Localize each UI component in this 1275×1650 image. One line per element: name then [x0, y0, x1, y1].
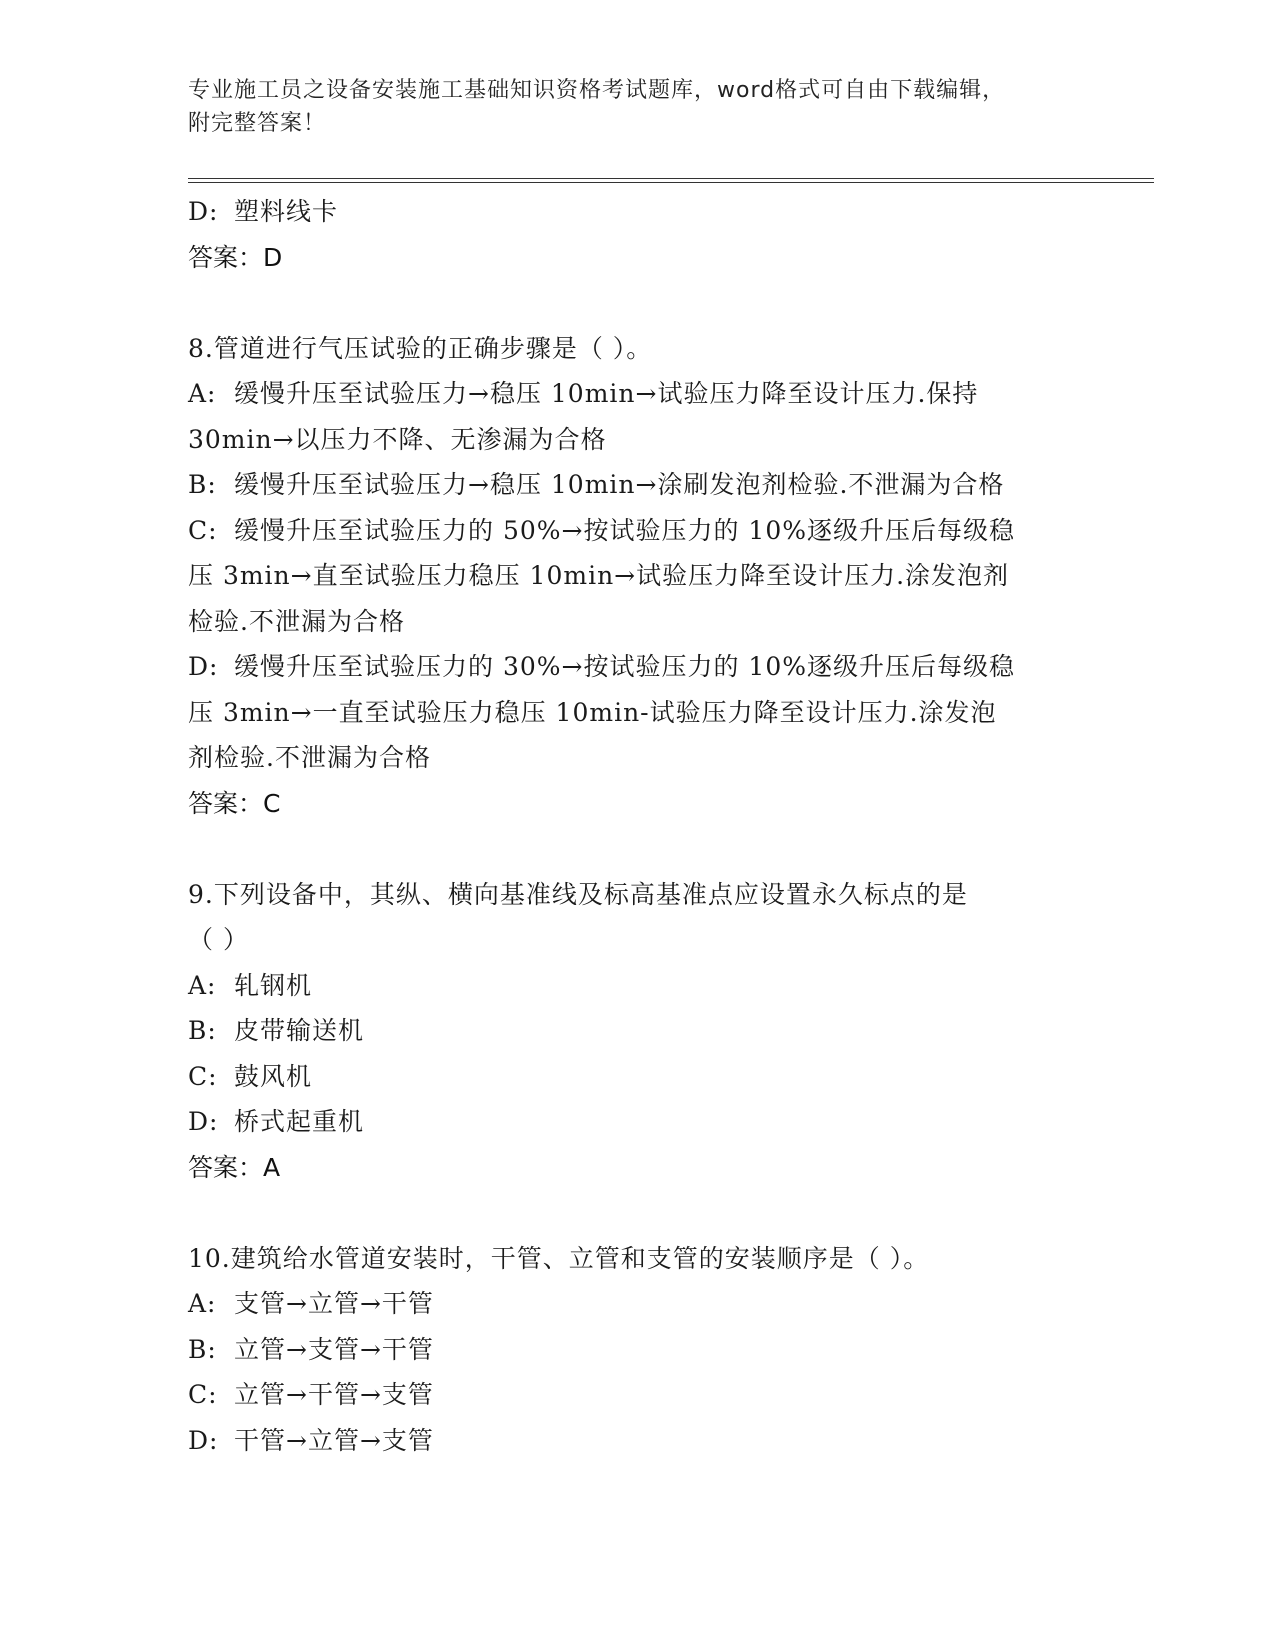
q8-answer: 答案：C [188, 788, 281, 818]
question-list [188, 189, 1088, 1463]
option-label: C: [188, 515, 218, 545]
header-title-line-1: 专业施工员之设备安装施工基础知识资格考试题库，word格式可自由下载编辑， [188, 78, 1006, 103]
option-label: B: [188, 1334, 217, 1364]
option-text: 缓慢升压至试验压力→稳压 10min→试验压力降至设计压力.保持 [234, 379, 979, 408]
q9-option-d [188, 1099, 1088, 1145]
option-text: 塑料线卡 [234, 197, 339, 226]
page-header [188, 74, 1068, 140]
option-label: B: [188, 470, 217, 499]
option-text: 皮带输送机 [234, 1016, 365, 1045]
option-label: D: [188, 652, 219, 681]
option-label: C: [188, 1380, 218, 1409]
q8-option-a-continued: 30min→以压力不降、无渗漏为合格 [188, 424, 607, 454]
q10-option-a [188, 1281, 1088, 1327]
q8-option-b [188, 462, 1088, 508]
option-text: 立管→支管→干管 [234, 1334, 434, 1364]
option-text: 缓慢升压至试验压力→稳压 10min→涂刷发泡剂检验.不泄漏为合格 [234, 470, 1005, 499]
option-label: A: [188, 379, 217, 408]
option-text: 桥式起重机 [234, 1107, 365, 1136]
q9-stem: 9.下列设备中，其纵、横向基准线及标高基准点应设置永久标点的是 [188, 879, 968, 909]
q9-answer: 答案：A [188, 1152, 281, 1182]
q9-stem-continued: （ ） [188, 925, 249, 954]
option-label: D: [188, 197, 219, 226]
option-label: D: [188, 1107, 219, 1136]
q8-option-a [188, 371, 1088, 417]
spacer [188, 280, 1088, 326]
prev-answer: 答案：D [188, 242, 283, 272]
q8-option-c-continued: 检验.不泄漏为合格 [188, 606, 405, 636]
option-text: 鼓风机 [234, 1061, 313, 1091]
header-divider [188, 178, 1154, 183]
q9-option-a [188, 963, 1088, 1009]
option-label: D: [188, 1425, 219, 1455]
q8-option-d-continued: 压 3min→一直至试验压力稳压 10min-试验压力降至设计压力.涂发泡 [188, 697, 997, 727]
q8-option-d-continued: 剂检验.不泄漏为合格 [188, 743, 431, 772]
option-text: 轧钢机 [234, 970, 313, 1000]
option-text: 支管→立管→干管 [234, 1289, 434, 1318]
q8-stem: 8.管道进行气压试验的正确步骤是（ ）。 [188, 333, 653, 363]
q8-option-c-continued: 压 3min→直至试验压力稳压 10min→试验压力降至设计压力.涂发泡剂 [188, 561, 1010, 590]
option-text: 缓慢升压至试验压力的 50%→按试验压力的 10%逐级升压后每级稳 [234, 515, 1015, 545]
q10-stem: 10.建筑给水管道安装时，干管、立管和支管的安装顺序是（ ）。 [188, 1243, 930, 1273]
spacer [188, 826, 1088, 872]
spacer [188, 1190, 1088, 1236]
option-label: B: [188, 1016, 217, 1045]
header-title-line-2: 附完整答案！ [188, 111, 327, 136]
prev-option-d [188, 189, 1088, 235]
option-label: C: [188, 1061, 218, 1091]
option-text: 缓慢升压至试验压力的 30%→按试验压力的 10%逐级升压后每级稳 [234, 652, 1015, 681]
q9-option-b [188, 1008, 1088, 1054]
q8-option-c [188, 508, 1088, 554]
option-label: A: [188, 970, 217, 1000]
q9-option-c [188, 1054, 1088, 1100]
q10-option-d [188, 1418, 1088, 1464]
option-text: 立管→干管→支管 [234, 1380, 434, 1409]
option-label: A: [188, 1289, 217, 1318]
q10-option-b [188, 1327, 1088, 1373]
option-text: 干管→立管→支管 [234, 1425, 434, 1455]
q8-option-d [188, 644, 1088, 690]
q10-option-c [188, 1372, 1088, 1418]
